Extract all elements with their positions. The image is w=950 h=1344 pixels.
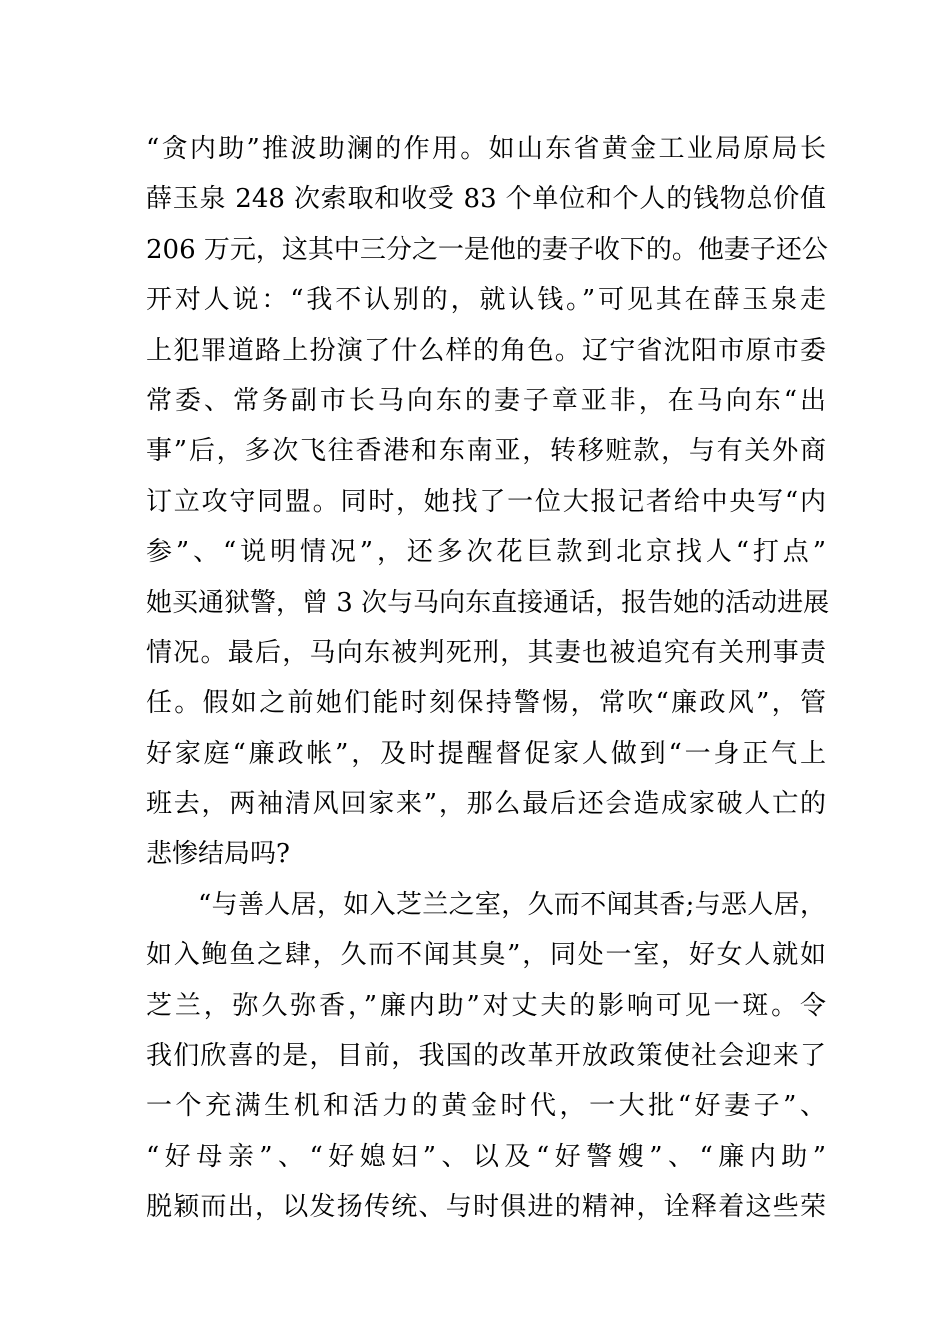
text-line: 情况。最后，马向东被判死刑，其妻也被追究有关刑事责 (146, 637, 826, 668)
text-line: 芝兰，弥久弥香，”廉内助”对丈夫的影响可见一斑。令 (146, 990, 826, 1021)
text-line: 参”、“说明情况”，还多次花巨款到北京找人“打点” (146, 537, 826, 568)
text-line: 好家庭“廉政帐”，及时提醒督促家人做到“一身正气上 (146, 738, 826, 769)
text-line: 脱颖而出，以发扬传统、与时俱进的精神，诠释着这些荣 (146, 1192, 826, 1223)
text-line: 常委、常务副市长马向东的妻子章亚非，在马向东“出 (146, 385, 826, 416)
paragraph-end-line: 悲惨结局吗? (146, 839, 290, 870)
text-line: 班去，两袖清风回家来”，那么最后还会造成家破人亡的 (146, 789, 826, 820)
text-line: 上犯罪道路上扮演了什么样的角色。辽宁省沈阳市原市委 (146, 335, 826, 366)
text-line: 她买通狱警，曾 3 次与马向东直接通话，报告她的活动进展 (146, 587, 830, 618)
text-line: 如入鲍鱼之肆，久而不闻其臭”，同处一室，好女人就如 (146, 940, 826, 971)
text-line: 一个充满生机和活力的黄金时代，一大批“好妻子”、 (146, 1091, 826, 1122)
paragraph-first-line: “与善人居，如入芝兰之室，久而不闻其香;与恶人居， (198, 889, 826, 920)
text-line: 206 万元，这其中三分之一是他的妻子收下的。他妻子还公 (146, 234, 828, 265)
text-line: 薛玉泉 248 次索取和收受 83 个单位和个人的钱物总价值 (146, 184, 826, 215)
body-text (146, 124, 830, 1233)
text-line: 开对人说：“我不认别的，就认钱。”可见其在薛玉泉走 (146, 285, 826, 316)
text-line: 事”后，多次飞往香港和东南亚，转移赃款，与有关外商 (146, 436, 826, 467)
text-line: 订立攻守同盟。同时，她找了一位大报记者给中央写“内 (146, 486, 826, 517)
text-line: “好母亲”、“好媳妇”、以及“好警嫂”、“廉内助” (146, 1141, 826, 1172)
text-line: 任。假如之前她们能时刻保持警惕，常吹“廉政风”，管 (146, 688, 826, 719)
text-line: 我们欣喜的是，目前，我国的改革开放政策使社会迎来了 (146, 1041, 826, 1072)
text-line: “贪内助”推波助澜的作用。如山东省黄金工业局原局长 (146, 134, 826, 164)
